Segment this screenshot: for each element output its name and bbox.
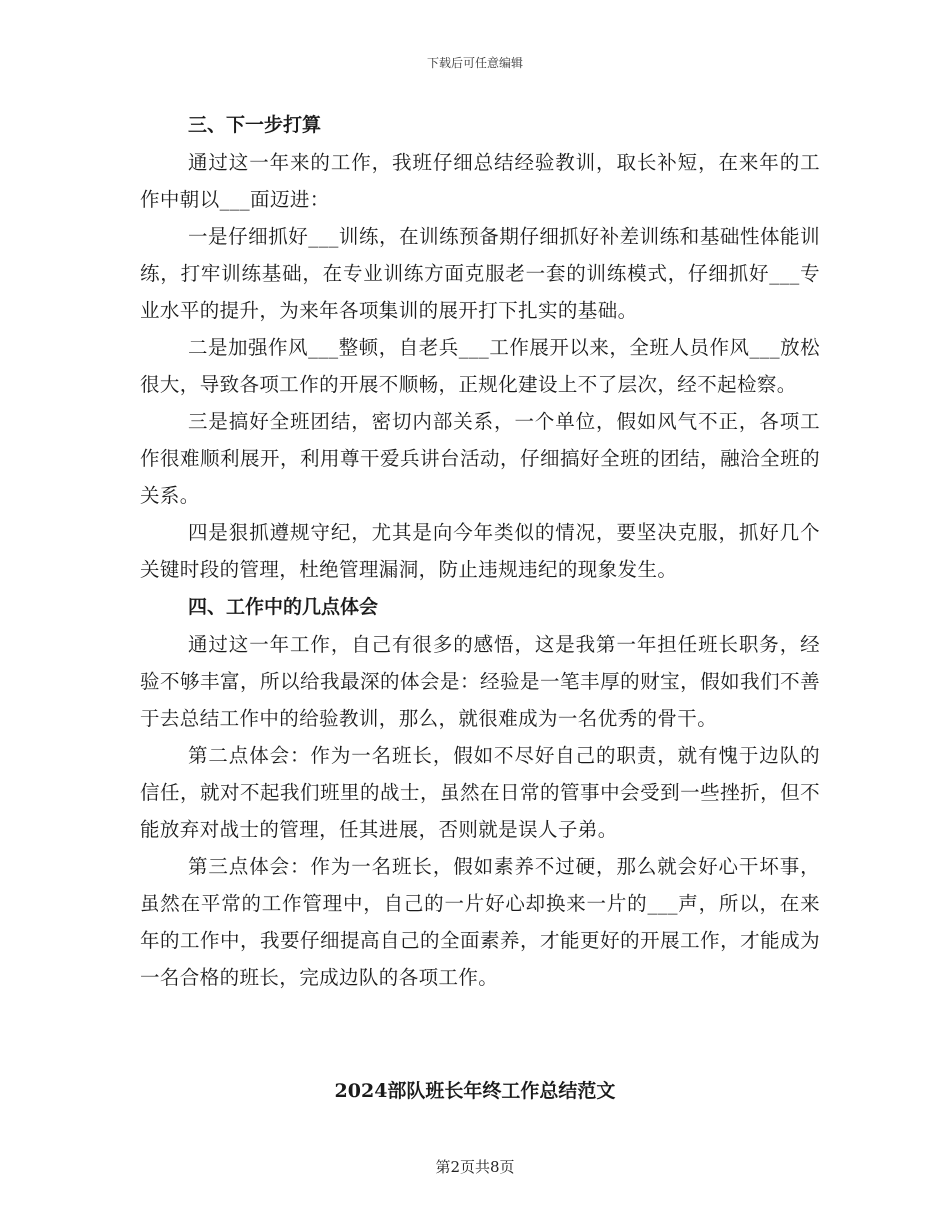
paragraph: 第三点体会：作为一名班长，假如素养不过硬，那么就会好心干坏事，虽然在平常的工作管理中，自己的一片好心却换来一片的___声，所以，在来年的工作中，我要仔细提高自己的全面素养，才能更好的开展工作，才能成为一名合格的班长，完成边队的各项工作。 [140, 855, 820, 989]
paragraph: 四是狠抓遵规守纪，尤其是向今年类似的情况，要坚决克服，抓好几个关键时段的管理，杜绝管理漏洞，防止违规违纪的现象发生。 [140, 521, 820, 581]
paragraph: 一是仔细抓好___训练，在训练预备期仔细抓好补差训练和基础性体能训练，打牢训练基础，在专业训练方面克服老一套的训练模式，仔细抓好___专业水平的提升，为来年各项集训的展开打下扎实的基础。 [140, 225, 820, 322]
header-note: 下载后可任意编辑 [426, 56, 523, 70]
section-next-steps [140, 106, 820, 588]
paragraph: 二是加强作风___整顿，自老兵___工作展开以来，全班人员作风___放松很大，导致各项工作的开展不顺畅，正规化建设上不了层次，经不起检察。 [140, 336, 820, 396]
next-document-title: 2024部队班长年终工作总结范文 [334, 1080, 616, 1102]
paragraph: 通过这一年来的工作，我班仔细总结经验教训，取长补短，在来年的工作中朝以___面迈进： [140, 151, 820, 211]
paragraph: 通过这一年工作，自己有很多的感悟，这是我第一年担任班长职务，经验不够丰富，所以给我最深的体会是：经验是一笔丰厚的财宝，假如我们不善于去总结工作中的给验教训，那么，就很难成为一名优秀的骨干。 [140, 633, 820, 730]
section-heading: 三、下一步打算 [188, 114, 322, 136]
paragraph: 三是搞好全班团结，密切内部关系，一个单位，假如风气不正，各项工作很难顺利展开，利用尊干爱兵讲台活动，仔细搞好全班的团结，融洽全班的关系。 [140, 410, 820, 507]
page-number: 第2页共8页 [435, 1158, 515, 1176]
paragraph: 第二点体会：作为一名班长，假如不尽好自己的职责，就有愧于边队的信任，就对不起我们班里的战士，虽然在日常的管事中会受到一些挫折，但不能放弃对战士的管理，任其进展，否则就是误人子弟。 [140, 744, 820, 841]
section-heading: 四、工作中的几点体会 [188, 596, 379, 618]
document-body [140, 106, 820, 996]
section-experiences [140, 588, 820, 996]
